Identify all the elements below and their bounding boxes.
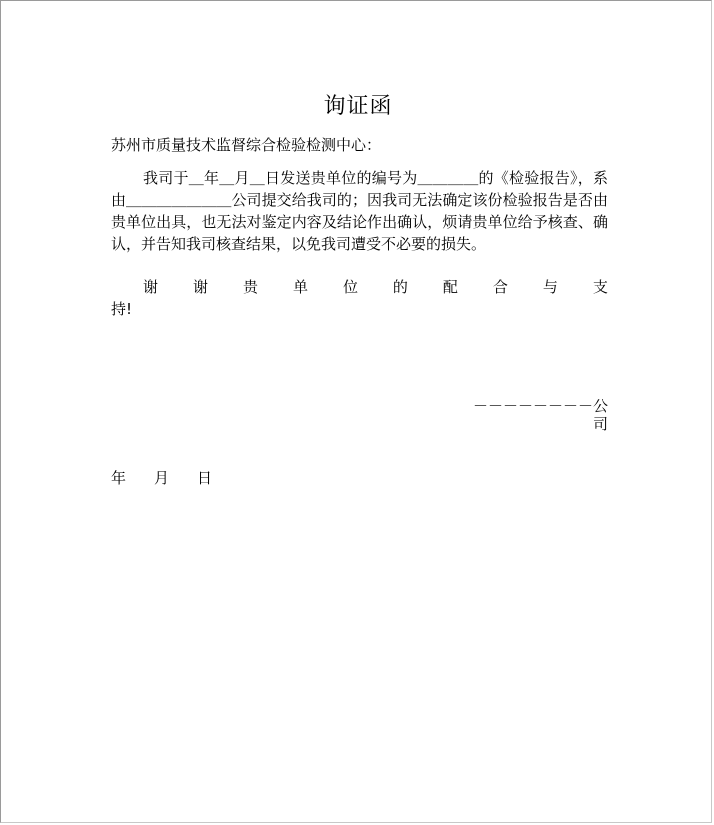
date-month: 月: [154, 469, 170, 487]
signature-company-line2: 司: [592, 415, 608, 433]
document-title: 询证函: [323, 94, 393, 119]
signature-company-line1: －－－－－－－－公: [472, 397, 608, 415]
thanks-char: 单: [292, 278, 308, 296]
thanks-char: 位: [342, 278, 358, 296]
thanks-char: 的: [392, 278, 408, 296]
body-paragraph-1: 我司于＿年＿月＿日发送贵单位的编号为＿＿＿＿的《检验报告》，系由＿＿＿＿＿＿＿公司提交给我司的；因我司无法确定该份检验报告是否由贵单位出具，也无法对鉴定内容及结论作出确认，烦请贵单位给予核查、确认，并告知我司核查结果，以免我司遭受不必要的损失。: [111, 169, 608, 253]
date-year: 年: [111, 469, 127, 487]
thanks-char: 谢: [143, 278, 159, 296]
thanks-char: 合: [492, 278, 508, 296]
date-day: 日: [197, 469, 213, 487]
thanks-line-end: 持!: [111, 300, 133, 318]
thanks-char: 谢: [192, 278, 208, 296]
addressee: 苏州市质量技术监督综合检验检测中心：: [111, 136, 382, 154]
signature-date: [111, 469, 212, 487]
signature-company: [111, 397, 608, 433]
thanks-char: 支: [592, 278, 608, 296]
thanks-char: 配: [442, 278, 458, 296]
thanks-line: [111, 276, 608, 298]
thanks-char: 贵: [242, 278, 258, 296]
body-paragraph-2: [111, 276, 608, 320]
thanks-char: 与: [542, 278, 558, 296]
